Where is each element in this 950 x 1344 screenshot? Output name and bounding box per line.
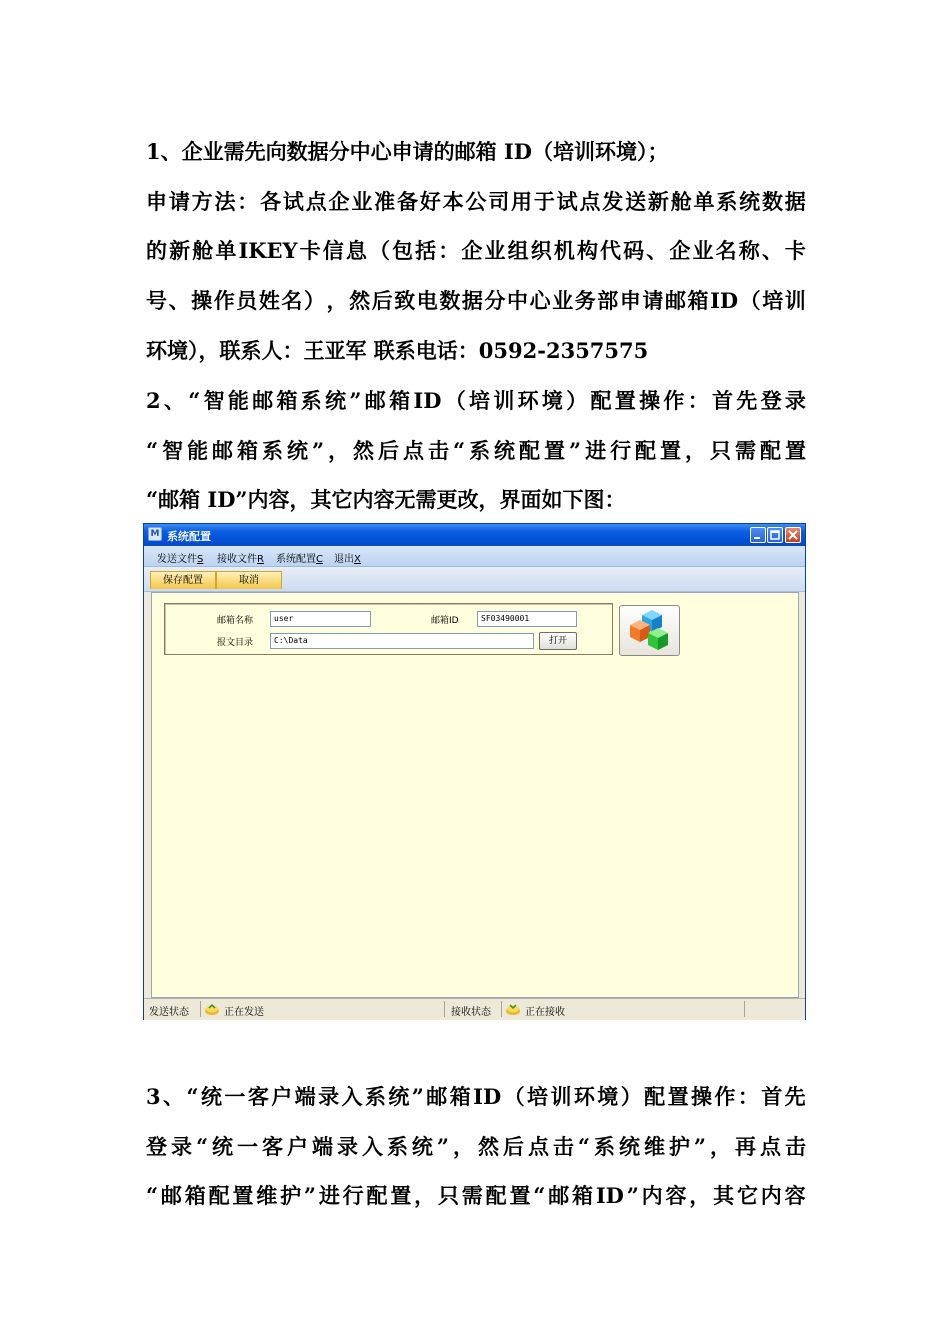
menu-system-config[interactable]: 系统配置C — [276, 554, 323, 565]
send-status-label: 发送状态 — [149, 1007, 189, 1018]
status-divider — [444, 1001, 445, 1017]
minimize-button[interactable] — [750, 527, 766, 543]
receive-status-label: 接收状态 — [451, 1007, 491, 1018]
paragraph-2-line-4: 环境），联系人：王亚军 联系电话：0592-2357575 — [146, 338, 649, 363]
paragraph-2-line-2: 的 新 舱 单 IKEY 卡 信 息 （ 包 括 ： 企 业 组 织 机 构 代 码 、 企 业 名 称 、 卡 — [146, 238, 806, 263]
status-divider — [200, 1001, 201, 1017]
cubes-button[interactable] — [619, 605, 680, 656]
maximize-icon — [770, 530, 780, 540]
status-bar — [144, 998, 805, 1020]
minimize-icon — [753, 530, 763, 540]
paragraph-2-line-1: 申 请 方 法 ： 各 试 点 企 业 准 备 好 本 公 司 用 于 试 点 发 送 新 舱 单 系 统 数 据 — [146, 189, 806, 214]
app-icon: M — [148, 527, 162, 541]
title-bar[interactable] — [144, 524, 805, 546]
send-status-value: 正在发送 — [224, 1007, 264, 1018]
paragraph-4-line-2: 登 录 “ 统 一 客 户 端 录 入 系 统 ” ， 然 后 点 击 “ 系 统 维 护 ” ， 再 点 击 — [146, 1134, 806, 1159]
mailbox-name-input[interactable]: user — [270, 611, 371, 627]
close-button[interactable] — [785, 527, 801, 543]
mailbox-id-label: 邮箱ID — [431, 616, 459, 626]
paragraph-4-line-1: 3 、 “ 统 一 客 户 端 录 入 系 统 ” 邮 箱 ID （ 培 训 环 境 ） 配 置 操 作 ： 首 先 — [146, 1084, 806, 1109]
mailbox-name-label: 邮箱名称 — [217, 616, 254, 626]
paragraph-3-line-1: 2 、 “ 智 能 邮 箱 系 统 ” 邮 箱 ID （ 培 训 环 境 ） 配 置 操 作 ： 首 先 登 录 — [146, 388, 806, 413]
send-status-icon — [204, 1002, 220, 1016]
cubes-icon — [620, 606, 679, 655]
cancel-button[interactable]: 取消 — [216, 571, 282, 589]
paragraph-2-line-3: 号 、 操 作 员 姓 名 ） ， 然 后 致 电 数 据 分 中 心 业 务 部 申 请 邮 箱 ID （ 培 训 — [146, 288, 806, 313]
paragraph-3-line-3: “邮箱 ID”内容，其它内容无需更改，界面如下图： — [146, 487, 626, 512]
status-divider — [744, 1001, 745, 1017]
mailbox-settings-group — [164, 603, 613, 655]
message-dir-input[interactable]: C:\Data — [270, 633, 534, 649]
menu-send-files[interactable]: 发送文件S — [157, 554, 204, 565]
open-directory-button[interactable]: 打开 — [539, 632, 577, 650]
window-title: 系统配置 — [167, 530, 211, 543]
menu-exit[interactable]: 退出X — [334, 554, 361, 565]
paragraph-4-line-3: “ 邮 箱 配 置 维 护 ” 进 行 配 置 ， 只 需 配 置 “ 邮 箱 ID ” 内 容 ， 其 它 内 容 — [146, 1183, 806, 1208]
paragraph-3-line-2: “ 智 能 邮 箱 系 统 ” ， 然 后 点 击 “ 系 统 配 置 ” 进 行 配 置 ， 只 需 配 置 — [146, 438, 806, 463]
menu-bar — [144, 546, 805, 567]
toolbar — [144, 567, 805, 592]
receive-status-icon — [505, 1002, 521, 1016]
receive-status-value: 正在接收 — [525, 1007, 565, 1018]
paragraph-1: 1、企业需先向数据分中心申请的邮箱 ID（培训环境）； — [146, 139, 669, 164]
menu-receive-files[interactable]: 接收文件R — [217, 554, 264, 565]
status-divider — [501, 1001, 502, 1017]
config-panel — [151, 592, 799, 998]
maximize-button[interactable] — [767, 527, 783, 543]
save-config-button[interactable]: 保存配置 — [150, 571, 216, 589]
close-icon — [788, 530, 798, 540]
system-config-window — [143, 523, 806, 1020]
mailbox-id-input[interactable]: SF03490001 — [477, 611, 577, 627]
message-dir-label: 报文目录 — [217, 638, 254, 648]
